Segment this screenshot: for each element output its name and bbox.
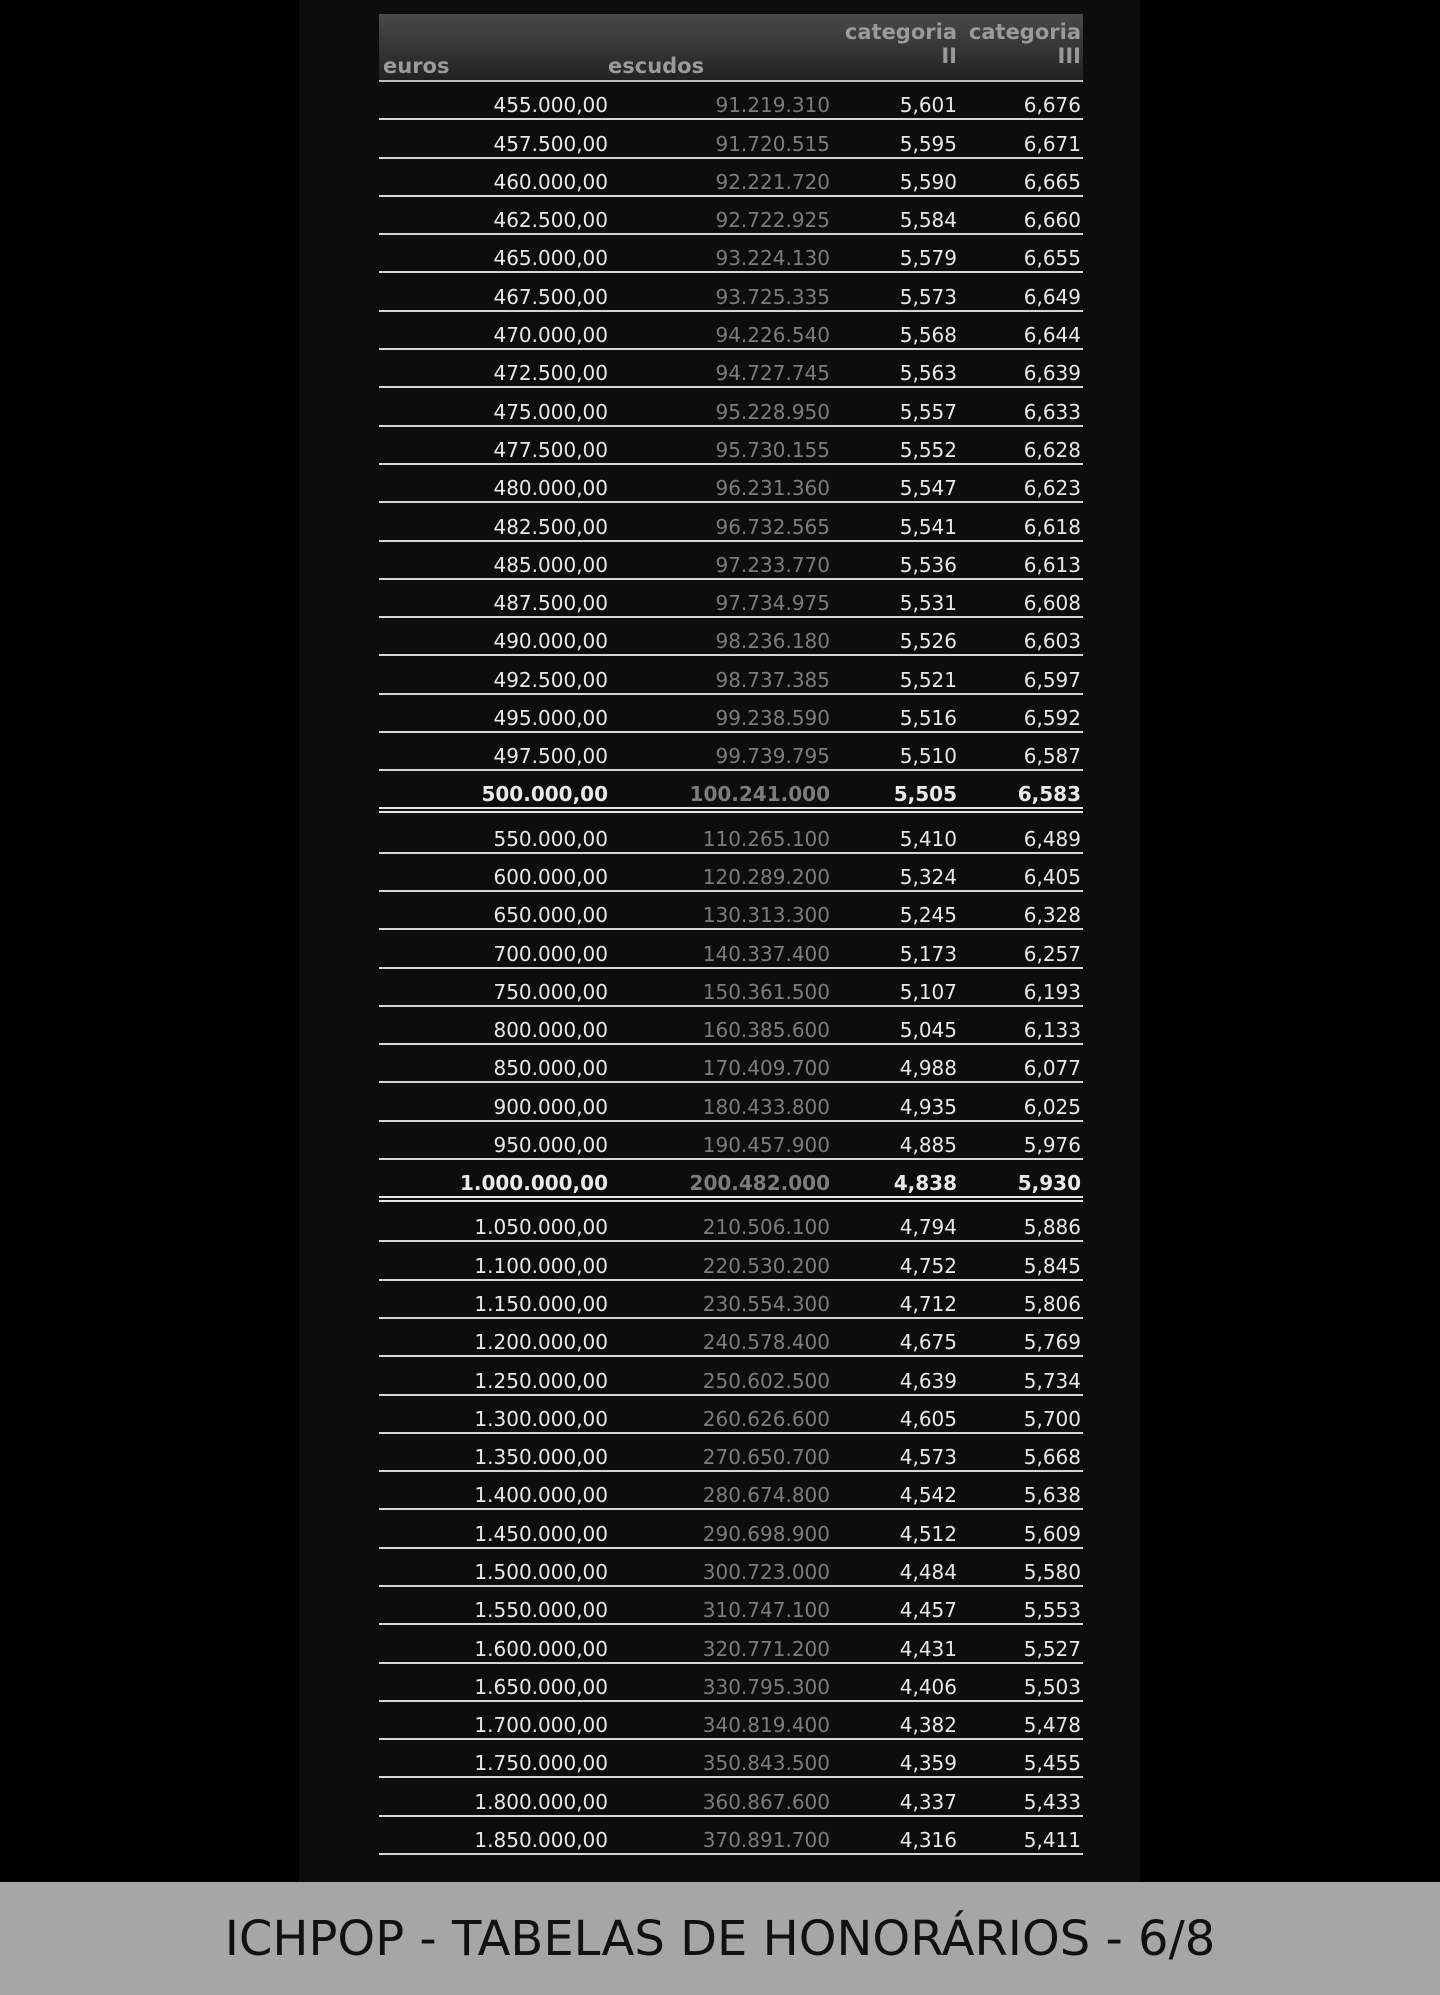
table-row bbox=[379, 1702, 1083, 1740]
cell-categoria-iii: 6,133 bbox=[1023, 1018, 1081, 1043]
cell-categoria-iii: 5,930 bbox=[1017, 1171, 1081, 1196]
cell-categoria-ii: 5,410 bbox=[899, 826, 957, 851]
cell-euros: 1.500.000,00 bbox=[474, 1559, 608, 1584]
cell-euros: 1.350.000,00 bbox=[474, 1445, 608, 1470]
cell-categoria-ii: 4,639 bbox=[899, 1368, 957, 1393]
cell-escudos: 96.732.565 bbox=[715, 514, 830, 539]
cell-euros: 950.000,00 bbox=[493, 1133, 608, 1158]
cell-categoria-iii: 6,655 bbox=[1023, 246, 1081, 271]
cell-categoria-iii: 5,769 bbox=[1023, 1330, 1081, 1355]
cell-categoria-ii: 4,712 bbox=[899, 1291, 957, 1316]
cell-categoria-ii: 4,988 bbox=[899, 1056, 957, 1081]
cell-euros: 477.500,00 bbox=[493, 437, 608, 462]
cell-categoria-ii: 4,935 bbox=[899, 1094, 957, 1119]
cell-categoria-ii: 4,838 bbox=[893, 1171, 957, 1196]
cell-categoria-iii: 5,638 bbox=[1023, 1483, 1081, 1508]
table-row bbox=[379, 1045, 1083, 1083]
cell-euros: 1.600.000,00 bbox=[474, 1636, 608, 1661]
cell-escudos: 120.289.200 bbox=[702, 864, 830, 889]
cell-euros: 472.500,00 bbox=[493, 361, 608, 386]
cell-euros: 1.400.000,00 bbox=[474, 1483, 608, 1508]
cell-escudos: 370.891.700 bbox=[702, 1828, 830, 1853]
cell-categoria-iii: 6,628 bbox=[1023, 437, 1081, 462]
cell-categoria-ii: 5,568 bbox=[899, 323, 957, 348]
cell-categoria-ii: 5,563 bbox=[899, 361, 957, 386]
cell-euros: 470.000,00 bbox=[493, 323, 608, 348]
cell-categoria-iii: 6,623 bbox=[1023, 476, 1081, 501]
cell-categoria-iii: 6,587 bbox=[1023, 744, 1081, 769]
cell-euros: 750.000,00 bbox=[493, 979, 608, 1004]
table-row bbox=[379, 120, 1083, 158]
cell-categoria-ii: 4,457 bbox=[899, 1598, 957, 1623]
cell-categoria-iii: 6,583 bbox=[1017, 782, 1081, 807]
cell-categoria-ii: 4,794 bbox=[899, 1215, 957, 1240]
cell-categoria-iii: 6,603 bbox=[1023, 629, 1081, 654]
cell-categoria-ii: 5,516 bbox=[899, 706, 957, 731]
cell-categoria-ii: 4,484 bbox=[899, 1559, 957, 1584]
cell-escudos: 180.433.800 bbox=[702, 1094, 830, 1119]
cell-categoria-iii: 6,618 bbox=[1023, 514, 1081, 539]
cell-categoria-ii: 5,557 bbox=[899, 399, 957, 424]
cell-categoria-ii: 4,431 bbox=[899, 1636, 957, 1661]
table-row bbox=[379, 854, 1083, 892]
table-row bbox=[379, 580, 1083, 618]
cell-categoria-ii: 5,601 bbox=[899, 93, 957, 118]
cell-escudos: 340.819.400 bbox=[702, 1713, 830, 1738]
cell-escudos: 93.224.130 bbox=[715, 246, 830, 271]
cell-categoria-iii: 5,478 bbox=[1023, 1713, 1081, 1738]
cell-categoria-ii: 4,316 bbox=[899, 1828, 957, 1853]
cell-categoria-iii: 6,489 bbox=[1023, 826, 1081, 851]
table-row bbox=[379, 1817, 1083, 1855]
cell-euros: 1.100.000,00 bbox=[474, 1253, 608, 1278]
table-row bbox=[379, 503, 1083, 541]
cell-categoria-iii: 5,455 bbox=[1023, 1751, 1081, 1776]
cell-categoria-ii: 5,526 bbox=[899, 629, 957, 654]
header-categoria-ii: categoria II bbox=[844, 20, 957, 68]
footer-title: ICHPOP - TABELAS DE HONORÁRIOS - 6/8 bbox=[224, 1910, 1216, 1967]
table-row bbox=[379, 197, 1083, 235]
cell-escudos: 110.265.100 bbox=[702, 826, 830, 851]
cell-categoria-ii: 4,542 bbox=[899, 1483, 957, 1508]
table-row bbox=[379, 1281, 1083, 1319]
cell-escudos: 91.219.310 bbox=[715, 93, 830, 118]
cell-escudos: 300.723.000 bbox=[702, 1559, 830, 1584]
cell-escudos: 100.241.000 bbox=[689, 782, 830, 807]
cell-euros: 1.000.000,00 bbox=[459, 1171, 608, 1196]
cell-categoria-ii: 4,359 bbox=[899, 1751, 957, 1776]
table-header bbox=[379, 14, 1083, 82]
cell-escudos: 230.554.300 bbox=[702, 1291, 830, 1316]
table-row bbox=[379, 969, 1083, 1007]
header-categoria-iii: categoria III bbox=[968, 20, 1081, 68]
table-row bbox=[379, 542, 1083, 580]
cell-escudos: 95.228.950 bbox=[715, 399, 830, 424]
cell-categoria-iii: 5,580 bbox=[1023, 1559, 1081, 1584]
table-row bbox=[379, 1160, 1083, 1202]
cell-euros: 1.550.000,00 bbox=[474, 1598, 608, 1623]
cell-categoria-iii: 5,553 bbox=[1023, 1598, 1081, 1623]
cell-escudos: 150.361.500 bbox=[702, 979, 830, 1004]
cell-escudos: 130.313.300 bbox=[702, 903, 830, 928]
cell-categoria-iii: 6,597 bbox=[1023, 667, 1081, 692]
cell-categoria-ii: 4,337 bbox=[899, 1789, 957, 1814]
cell-categoria-ii: 5,505 bbox=[893, 782, 957, 807]
cell-escudos: 94.226.540 bbox=[715, 323, 830, 348]
cell-euros: 1.250.000,00 bbox=[474, 1368, 608, 1393]
cell-categoria-iii: 6,077 bbox=[1023, 1056, 1081, 1081]
cell-categoria-iii: 6,665 bbox=[1023, 169, 1081, 194]
cell-escudos: 99.739.795 bbox=[715, 744, 830, 769]
cell-categoria-iii: 5,433 bbox=[1023, 1789, 1081, 1814]
table-row bbox=[379, 892, 1083, 930]
cell-escudos: 290.698.900 bbox=[702, 1521, 830, 1546]
cell-categoria-iii: 6,676 bbox=[1023, 93, 1081, 118]
cell-euros: 900.000,00 bbox=[493, 1094, 608, 1119]
cell-escudos: 91.720.515 bbox=[715, 131, 830, 156]
cell-categoria-ii: 5,107 bbox=[899, 979, 957, 1004]
cell-categoria-iii: 6,671 bbox=[1023, 131, 1081, 156]
table-row bbox=[379, 1319, 1083, 1357]
cell-escudos: 220.530.200 bbox=[702, 1253, 830, 1278]
cell-categoria-iii: 5,668 bbox=[1023, 1445, 1081, 1470]
cell-euros: 482.500,00 bbox=[493, 514, 608, 539]
table-row bbox=[379, 1625, 1083, 1663]
cell-categoria-ii: 5,245 bbox=[899, 903, 957, 928]
cell-escudos: 270.650.700 bbox=[702, 1445, 830, 1470]
table-row bbox=[379, 427, 1083, 465]
cell-escudos: 330.795.300 bbox=[702, 1674, 830, 1699]
cell-euros: 1.300.000,00 bbox=[474, 1406, 608, 1431]
cell-categoria-iii: 5,700 bbox=[1023, 1406, 1081, 1431]
cell-euros: 1.450.000,00 bbox=[474, 1521, 608, 1546]
cell-categoria-ii: 5,595 bbox=[899, 131, 957, 156]
cell-euros: 1.650.000,00 bbox=[474, 1674, 608, 1699]
cell-escudos: 140.337.400 bbox=[702, 941, 830, 966]
cell-euros: 467.500,00 bbox=[493, 284, 608, 309]
cell-categoria-iii: 6,592 bbox=[1023, 706, 1081, 731]
cell-euros: 1.750.000,00 bbox=[474, 1751, 608, 1776]
table-row bbox=[379, 733, 1083, 771]
cell-escudos: 310.747.100 bbox=[702, 1598, 830, 1623]
cell-categoria-ii: 4,675 bbox=[899, 1330, 957, 1355]
cell-euros: 1.150.000,00 bbox=[474, 1291, 608, 1316]
cell-escudos: 200.482.000 bbox=[689, 1171, 830, 1196]
cell-categoria-iii: 6,644 bbox=[1023, 323, 1081, 348]
table-row bbox=[379, 618, 1083, 656]
cell-categoria-ii: 5,510 bbox=[899, 744, 957, 769]
cell-euros: 1.050.000,00 bbox=[474, 1215, 608, 1240]
table-row bbox=[379, 1396, 1083, 1434]
cell-escudos: 93.725.335 bbox=[715, 284, 830, 309]
table-row bbox=[379, 1007, 1083, 1045]
cell-euros: 1.700.000,00 bbox=[474, 1713, 608, 1738]
cell-euros: 457.500,00 bbox=[493, 131, 608, 156]
fee-table bbox=[379, 14, 1083, 1855]
cell-euros: 600.000,00 bbox=[493, 864, 608, 889]
table-row bbox=[379, 1472, 1083, 1510]
cell-categoria-iii: 5,734 bbox=[1023, 1368, 1081, 1393]
cell-escudos: 260.626.600 bbox=[702, 1406, 830, 1431]
cell-escudos: 280.674.800 bbox=[702, 1483, 830, 1508]
cell-euros: 500.000,00 bbox=[481, 782, 608, 807]
page-footer bbox=[0, 1882, 1440, 1995]
cell-escudos: 96.231.360 bbox=[715, 476, 830, 501]
table-row bbox=[379, 771, 1083, 813]
cell-categoria-ii: 4,573 bbox=[899, 1445, 957, 1470]
cell-escudos: 170.409.700 bbox=[702, 1056, 830, 1081]
cell-escudos: 350.843.500 bbox=[702, 1751, 830, 1776]
cell-escudos: 92.722.925 bbox=[715, 208, 830, 233]
table-row bbox=[379, 465, 1083, 503]
cell-categoria-ii: 5,541 bbox=[899, 514, 957, 539]
cell-escudos: 360.867.600 bbox=[702, 1789, 830, 1814]
table-row bbox=[379, 1242, 1083, 1280]
table-row bbox=[379, 1434, 1083, 1472]
table-row bbox=[379, 388, 1083, 426]
table-row bbox=[379, 1357, 1083, 1395]
cell-categoria-ii: 5,584 bbox=[899, 208, 957, 233]
cell-euros: 492.500,00 bbox=[493, 667, 608, 692]
cell-categoria-ii: 5,547 bbox=[899, 476, 957, 501]
cell-escudos: 320.771.200 bbox=[702, 1636, 830, 1661]
cell-categoria-iii: 6,649 bbox=[1023, 284, 1081, 309]
table-row bbox=[379, 1510, 1083, 1548]
cell-escudos: 99.238.590 bbox=[715, 706, 830, 731]
cell-categoria-iii: 5,886 bbox=[1023, 1215, 1081, 1240]
header-euros: euros bbox=[383, 54, 450, 78]
cell-euros: 462.500,00 bbox=[493, 208, 608, 233]
cell-euros: 1.800.000,00 bbox=[474, 1789, 608, 1814]
table-row bbox=[379, 350, 1083, 388]
table-row bbox=[379, 656, 1083, 694]
table-row bbox=[379, 930, 1083, 968]
cell-escudos: 190.457.900 bbox=[702, 1133, 830, 1158]
cell-categoria-iii: 5,806 bbox=[1023, 1291, 1081, 1316]
cell-escudos: 98.737.385 bbox=[715, 667, 830, 692]
cell-escudos: 95.730.155 bbox=[715, 437, 830, 462]
cell-escudos: 160.385.600 bbox=[702, 1018, 830, 1043]
cell-categoria-iii: 6,193 bbox=[1023, 979, 1081, 1004]
cell-euros: 850.000,00 bbox=[493, 1056, 608, 1081]
cell-escudos: 97.233.770 bbox=[715, 552, 830, 577]
cell-euros: 550.000,00 bbox=[493, 826, 608, 851]
table-row bbox=[379, 1083, 1083, 1121]
cell-escudos: 210.506.100 bbox=[702, 1215, 830, 1240]
cell-euros: 487.500,00 bbox=[493, 591, 608, 616]
cell-euros: 650.000,00 bbox=[493, 903, 608, 928]
cell-categoria-iii: 6,405 bbox=[1023, 864, 1081, 889]
cell-euros: 485.000,00 bbox=[493, 552, 608, 577]
cell-euros: 1.200.000,00 bbox=[474, 1330, 608, 1355]
cell-euros: 800.000,00 bbox=[493, 1018, 608, 1043]
cell-categoria-iii: 6,608 bbox=[1023, 591, 1081, 616]
header-escudos: escudos bbox=[608, 54, 705, 78]
cell-categoria-ii: 5,521 bbox=[899, 667, 957, 692]
table-row bbox=[379, 159, 1083, 197]
cell-escudos: 240.578.400 bbox=[702, 1330, 830, 1355]
cell-escudos: 250.602.500 bbox=[702, 1368, 830, 1393]
cell-categoria-ii: 4,605 bbox=[899, 1406, 957, 1431]
cell-euros: 460.000,00 bbox=[493, 169, 608, 194]
cell-categoria-ii: 4,752 bbox=[899, 1253, 957, 1278]
cell-categoria-ii: 5,590 bbox=[899, 169, 957, 194]
cell-categoria-iii: 5,845 bbox=[1023, 1253, 1081, 1278]
cell-categoria-iii: 6,639 bbox=[1023, 361, 1081, 386]
cell-categoria-ii: 5,573 bbox=[899, 284, 957, 309]
cell-categoria-ii: 5,579 bbox=[899, 246, 957, 271]
cell-euros: 497.500,00 bbox=[493, 744, 608, 769]
cell-categoria-ii: 5,536 bbox=[899, 552, 957, 577]
cell-escudos: 97.734.975 bbox=[715, 591, 830, 616]
cell-euros: 465.000,00 bbox=[493, 246, 608, 271]
table-row bbox=[379, 1740, 1083, 1778]
cell-euros: 700.000,00 bbox=[493, 941, 608, 966]
table-row bbox=[379, 1664, 1083, 1702]
cell-categoria-ii: 4,406 bbox=[899, 1674, 957, 1699]
cell-categoria-ii: 5,324 bbox=[899, 864, 957, 889]
table-row bbox=[379, 1587, 1083, 1625]
cell-euros: 475.000,00 bbox=[493, 399, 608, 424]
cell-euros: 455.000,00 bbox=[493, 93, 608, 118]
cell-categoria-iii: 5,411 bbox=[1023, 1828, 1081, 1853]
cell-categoria-iii: 6,257 bbox=[1023, 941, 1081, 966]
cell-categoria-ii: 4,382 bbox=[899, 1713, 957, 1738]
cell-euros: 495.000,00 bbox=[493, 706, 608, 731]
table-body bbox=[379, 82, 1083, 1855]
cell-escudos: 92.221.720 bbox=[715, 169, 830, 194]
table-row bbox=[379, 1549, 1083, 1587]
table-row bbox=[379, 82, 1083, 120]
cell-euros: 480.000,00 bbox=[493, 476, 608, 501]
table-row bbox=[379, 1122, 1083, 1160]
cell-categoria-iii: 6,025 bbox=[1023, 1094, 1081, 1119]
table-row bbox=[379, 1778, 1083, 1816]
table-row bbox=[379, 312, 1083, 350]
cell-categoria-ii: 4,512 bbox=[899, 1521, 957, 1546]
cell-categoria-iii: 6,328 bbox=[1023, 903, 1081, 928]
cell-categoria-ii: 5,531 bbox=[899, 591, 957, 616]
cell-categoria-iii: 5,527 bbox=[1023, 1636, 1081, 1661]
cell-categoria-iii: 6,633 bbox=[1023, 399, 1081, 424]
cell-categoria-iii: 5,976 bbox=[1023, 1133, 1081, 1158]
table-row bbox=[379, 273, 1083, 311]
cell-categoria-ii: 5,173 bbox=[899, 941, 957, 966]
cell-categoria-iii: 6,660 bbox=[1023, 208, 1081, 233]
cell-euros: 1.850.000,00 bbox=[474, 1828, 608, 1853]
cell-categoria-ii: 5,045 bbox=[899, 1018, 957, 1043]
cell-categoria-iii: 6,613 bbox=[1023, 552, 1081, 577]
table-row bbox=[379, 1204, 1083, 1242]
cell-categoria-iii: 5,503 bbox=[1023, 1674, 1081, 1699]
table-row bbox=[379, 235, 1083, 273]
cell-categoria-ii: 4,885 bbox=[899, 1133, 957, 1158]
cell-euros: 490.000,00 bbox=[493, 629, 608, 654]
cell-escudos: 98.236.180 bbox=[715, 629, 830, 654]
cell-categoria-ii: 5,552 bbox=[899, 437, 957, 462]
cell-escudos: 94.727.745 bbox=[715, 361, 830, 386]
table-row bbox=[379, 815, 1083, 853]
cell-categoria-iii: 5,609 bbox=[1023, 1521, 1081, 1546]
table-row bbox=[379, 695, 1083, 733]
